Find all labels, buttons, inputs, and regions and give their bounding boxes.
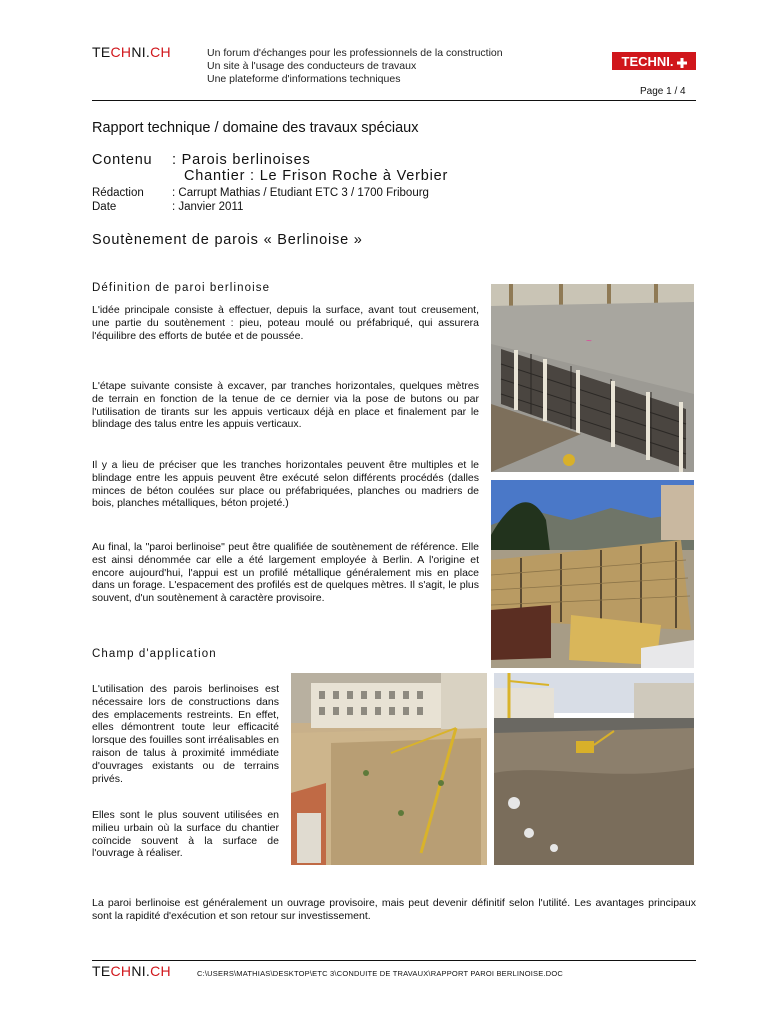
report-title: Rapport technique / domaine des travaux spéciaux (92, 120, 419, 136)
taglines (207, 47, 587, 86)
chantier-value: Chantier : Le Frison Roche à Verbier (184, 168, 449, 184)
footer-rule (92, 960, 696, 961)
conclusion-paragraph: La paroi berlinoise est généralement un ouvrage provisoire, mais peut devenir définitif selon l'utilité. Les avantages principaux sont la rapidité d'exécution et son retour sur investissement. (92, 897, 696, 922)
footer-file-path: C:\USERS\MATHIAS\DESKTOP\ETC 3\CONDUITE DE TRAVAUX\RAPPORT PAROI BERLINOISE.DOC (197, 969, 564, 978)
page-number: Page 1 / 4 (640, 86, 686, 97)
application-title: Champ d'application (92, 648, 217, 660)
photo-urban-excavation (291, 673, 487, 865)
redaction-value: : Carrupt Mathias / Etudiant ETC 3 / 1700 Fribourg (172, 187, 429, 199)
definition-title: Définition de paroi berlinoise (92, 282, 271, 294)
brand-logo-text: TECHNI.CH (92, 44, 171, 60)
techni-logo: TECHNI. (612, 52, 696, 70)
definition-paragraph-4: Au final, la "paroi berlinoise" peut être qualifiée de soutènement de référence. Elle est ainsi dénommée car elle a été largement employée à Berlin. A l'origine et encore aujourd'hui, l'appui est un profilé métallique généralement mis en place dans un forage. L'espacement des profilés est de quelques mètres. Il s'agit, le plus souvent, d'un soutènement à caractère provisoire. (92, 541, 479, 605)
tagline-1: Un forum d'échanges pour les professionnels de la construction (207, 47, 503, 59)
contenu-value: : Parois berlinoises (172, 152, 311, 168)
tagline-3: Une plateforme d'informations techniques (207, 73, 401, 85)
tagline-2: Un site à l'usage des conducteurs de travaux (207, 60, 417, 72)
header-rule (92, 100, 696, 101)
definition-paragraph-1: L'idée principale consiste à effectuer, depuis la surface, avant tout creusement, une partie du soutènement : pieu, poteau moulé ou préfabriqué, qui assurera l'équilibre des efforts de butée et de poussée. (92, 304, 479, 342)
photo-timber-lagging (491, 480, 694, 668)
svg-text:~: ~ (586, 336, 592, 347)
definition-paragraph-3: Il y a lieu de préciser que les tranches horizontales peuvent être multiples et le blindage entre les appuis peuvent être exécuté selon différents procédés (dalles minces de béton coulées sur place ou préfabriquées, planches ou madriers de bois, planches métalliques, béton projeté.) (92, 459, 479, 510)
photo-excavator-pit (494, 673, 694, 865)
date-label: Date (92, 201, 117, 213)
swiss-cross-icon (677, 56, 687, 66)
definition-paragraph-2: L'étape suivante consiste à excaver, par tranches horizontales, quelques mètres de terrain en fonction de la tenue de ce dernier via la pose de butons ou par l'utilisation de tirants sur les appuis verticaux déjà en place et finalement par le blindage des talus entre les appuis verticaux. (92, 380, 479, 431)
application-paragraph-2: Elles sont le plus souvent utilisées en milieu urbain où la surface du chantier coïncide souvent à la surface de l'ouvrage à réaliser. (92, 809, 279, 860)
application-paragraph-1: L'utilisation des parois berlinoises est nécessaire lors de constructions dans des emplacements restreints. En effet, elles démontrent toute leur efficacité lorsque des fouilles sont irréalisables en raison de talus à proximité immédiate d'ouvrages existants ou de terrains privés. (92, 683, 279, 785)
footer-brand-logo-text: TECHNI.CH (92, 963, 171, 979)
date-value: : Janvier 2011 (172, 201, 244, 213)
section-heading: Soutènement de parois « Berlinoise » (92, 232, 363, 248)
photo-berlin-wall-rebar (491, 284, 694, 472)
redaction-label: Rédaction (92, 187, 144, 199)
contenu-label: Contenu (92, 152, 153, 168)
